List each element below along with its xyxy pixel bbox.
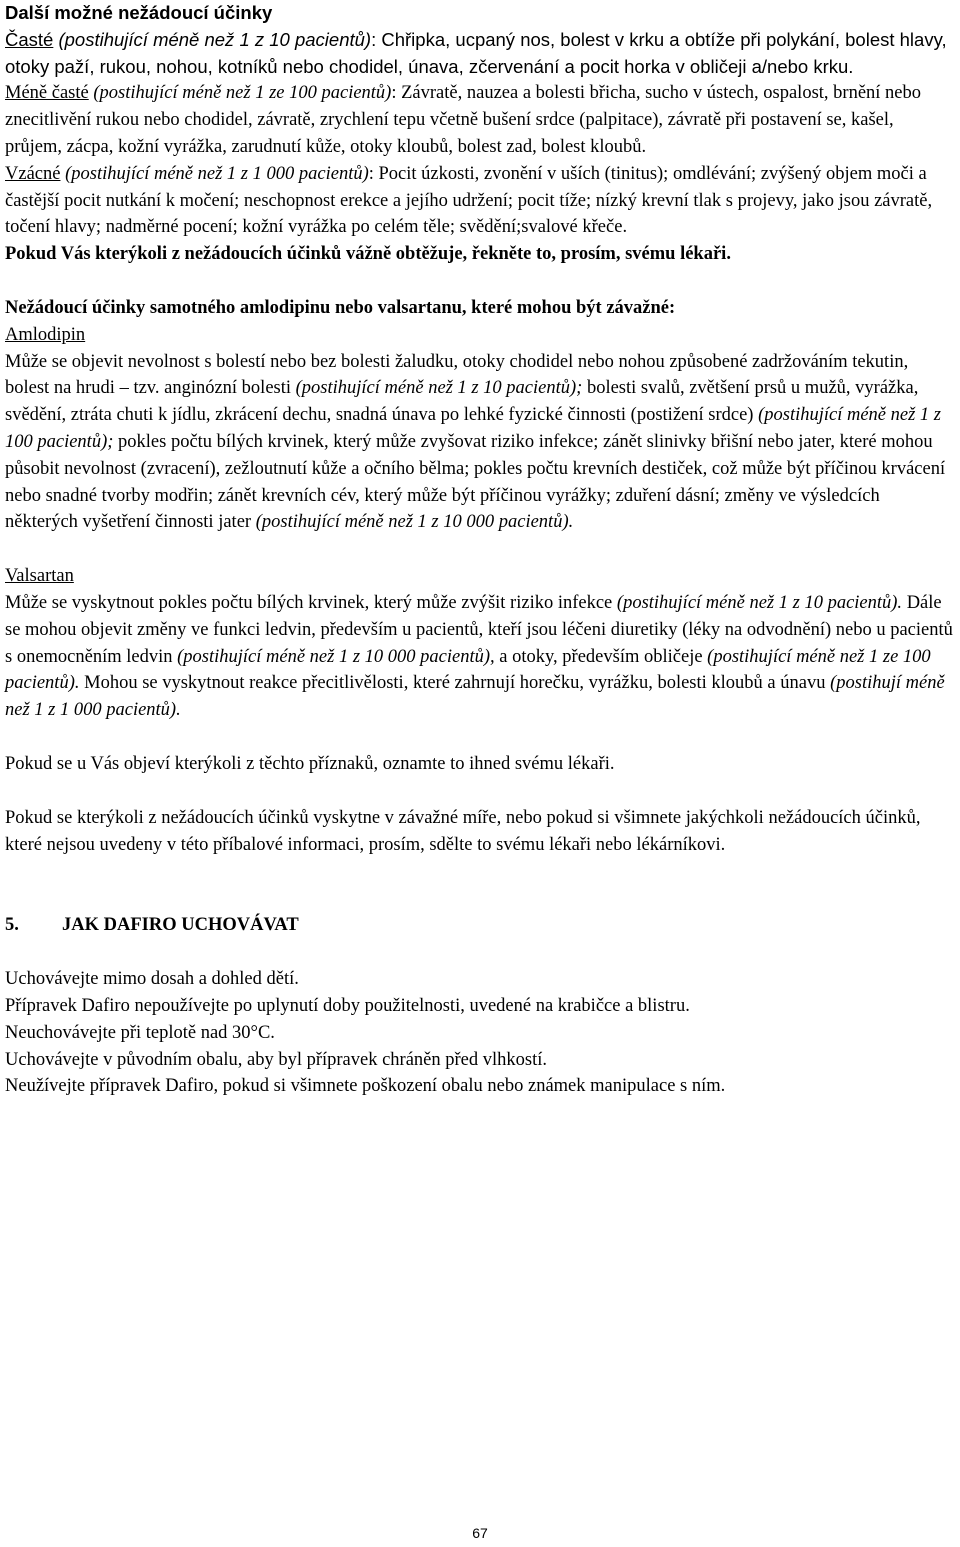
uncommon-label: Méně časté (5, 83, 89, 104)
valsartan-text-1: Může se vyskytnout pokles počtu bílých krvinek, který může zvýšit riziko infekce (5, 592, 617, 613)
storage-line: Uchovávejte mimo dosah a dohled dětí. (5, 969, 299, 990)
amlodipine-text-1: Může se objevit nevolnost s bolestí nebo bez bolesti žaludku, otoky chodidel nebo nohou způsobené zadržováním tekutin, bolest na hrudi ‒ tzv. anginózní bolesti (5, 351, 909, 399)
section-5-heading (5, 912, 955, 939)
valsartan-freq-2: (postihující méně než 1 z 10 000 pacientů), (177, 646, 495, 667)
valsartan-title: Valsartan (5, 566, 74, 587)
report-effects-paragraph: Pokud se kterýkoli z nežádoucích účinků vyskytne v závažné míře, nebo pokud si všimnete jakýchkoli nežádoucích účinků, které nejsou uvedeny v této příbalové informaci, prosím, sdělte to svému lékaři nebo lékárníkovi. (5, 807, 921, 855)
amlodipine-text-2: bolesti svalů, zvětšení prsů u mužů, vyrážka, svědění, ztráta chuti k jídlu, zkrácení dechu, snadná únava po lehké fyzické činnosti (postižení srdce) (5, 378, 919, 426)
valsartan-text-4: Mohou se vyskytnout reakce přecitlivělosti, které zahrnují horečku, vyrážku, bolesti kloubů a únavu (79, 673, 831, 694)
storage-line: Neužívejte přípravek Dafiro, pokud si všimnete poškození obalu nebo známek manipulace s ním. (5, 1076, 726, 1097)
common-text: : Chřipka, ucpaný nos, bolest v krku a obtíže při polykání, bolest hlavy, otoky paží, rukou, nohou, kotníků nebo chodidel, únava, zčervenání a pocit horka v obličeji a/nebo krku. (5, 28, 947, 77)
notify-doctor-paragraph: Pokud se u Vás objeví kterýkoli z těchto příznaků, oznamte to ihned svému lékaři. (5, 753, 615, 774)
amlodipine-paragraph (5, 349, 955, 537)
warning-bold: Pokud Vás kterýkoli z nežádoucích účinků vážně obtěžuje, řekněte to, prosím, svému lékaři. (5, 244, 731, 265)
storage-line: Neuchovávejte při teplotě nad 30°C. (5, 1022, 275, 1043)
valsartan-freq-4: (postihují méně než 1 z 1 000 pacientů). (5, 673, 945, 721)
uncommon-frequency: (postihující méně než 1 ze 100 pacientů) (88, 83, 392, 104)
rare-label: Vzácné (5, 163, 61, 184)
serious-effects-heading: Nežádoucí účinky samotného amlodipinu nebo valsartanu, které mohou být závažné: (5, 297, 676, 318)
valsartan-text-2: Dále se mohou objevit změny ve funkci ledvin, především u pacientů, kteří jsou léčeni diuretiky (léky na odvodnění) nebo u pacientů s onemocněním ledvin (5, 592, 953, 667)
valsartan-freq-3: (postihující méně než 1 ze 100 pacientů). (5, 646, 931, 694)
uncommon-text: : Závratě, nauzea a bolesti břicha, sucho v ústech, ospalost, brnění nebo znecitlivění rukou nebo chodidel, závratě, zrychlení tepu včetně bušení srdce (palpitace), závratě při postavení se, kašel, průjem, zácpa, kožní vyrážka, zarudnutí kůže, otoky kloubů, bolest zad, bolest kloubů. (5, 83, 922, 157)
document-body (5, 0, 955, 1100)
uncommon-effects-paragraph (5, 80, 955, 160)
common-label: Časté (5, 28, 54, 50)
valsartan-freq-1: (postihující méně než 1 z 10 pacientů). (616, 592, 903, 613)
valsartan-paragraph (5, 590, 955, 724)
common-frequency: (postihující méně než 1 z 10 pacientů) (53, 28, 372, 50)
rare-frequency: (postihující méně než 1 z 1 000 pacientů) (60, 163, 369, 184)
storage-line: Přípravek Dafiro nepoužívejte po uplynutí doby použitelnosti, uvedené na krabičce a blistru. (5, 995, 690, 1016)
amlodipine-freq-2: (postihující méně než 1 z 100 pacientů); (5, 405, 942, 452)
common-effects-paragraph (5, 27, 955, 81)
rare-effects-paragraph (5, 161, 955, 241)
storage-line: Uchovávejte v původním obalu, aby byl přípravek chráněn před vlhkostí. (5, 1049, 548, 1070)
rare-text: : Pocit úzkosti, zvonění v uších (tinitus); omdlévání; zvýšený objem moči a častější pocit nutkání k močení; neschopnost erekce a jejího udržení; pocit tíže; nízký krevní tlak s projevy, jako jsou závratě, točení hlavy; nadměrné pocení; kožní vyrážka po celém těle; svědění;svalové křeče. (5, 163, 933, 238)
valsartan-text-3: a otoky, především obličeje (494, 646, 708, 667)
section-5-title: JAK DAFIRO UCHOVÁVAT (62, 915, 299, 936)
section-title: Další možné nežádoucí účinky (5, 2, 273, 23)
page-number: 67 (472, 1525, 488, 1541)
amlodipine-title: Amlodipin (5, 324, 86, 345)
amlodipine-freq-1: (postihující méně než 1 z 10 pacientů); (295, 378, 583, 399)
amlodipine-freq-3: (postihující méně než 1 z 10 000 pacientů). (255, 512, 574, 533)
amlodipine-text-3: pokles počtu bílých krvinek, který může zvyšovat riziko infekce; zánět slinivky břišní nebo jater, které mohou působit nevolnost (zvracení), zežloutnutí kůže a očního bělma; pokles počtu krevních destiček, což může být příčinou krvácení nebo snadné tvorby modřin; zánět krevních cév, který může být příčinou vyrážky; zduření dásní; změny ve výsledcích některých vyšetření činnosti jater (5, 431, 946, 533)
section-5-number: 5. (5, 915, 19, 936)
